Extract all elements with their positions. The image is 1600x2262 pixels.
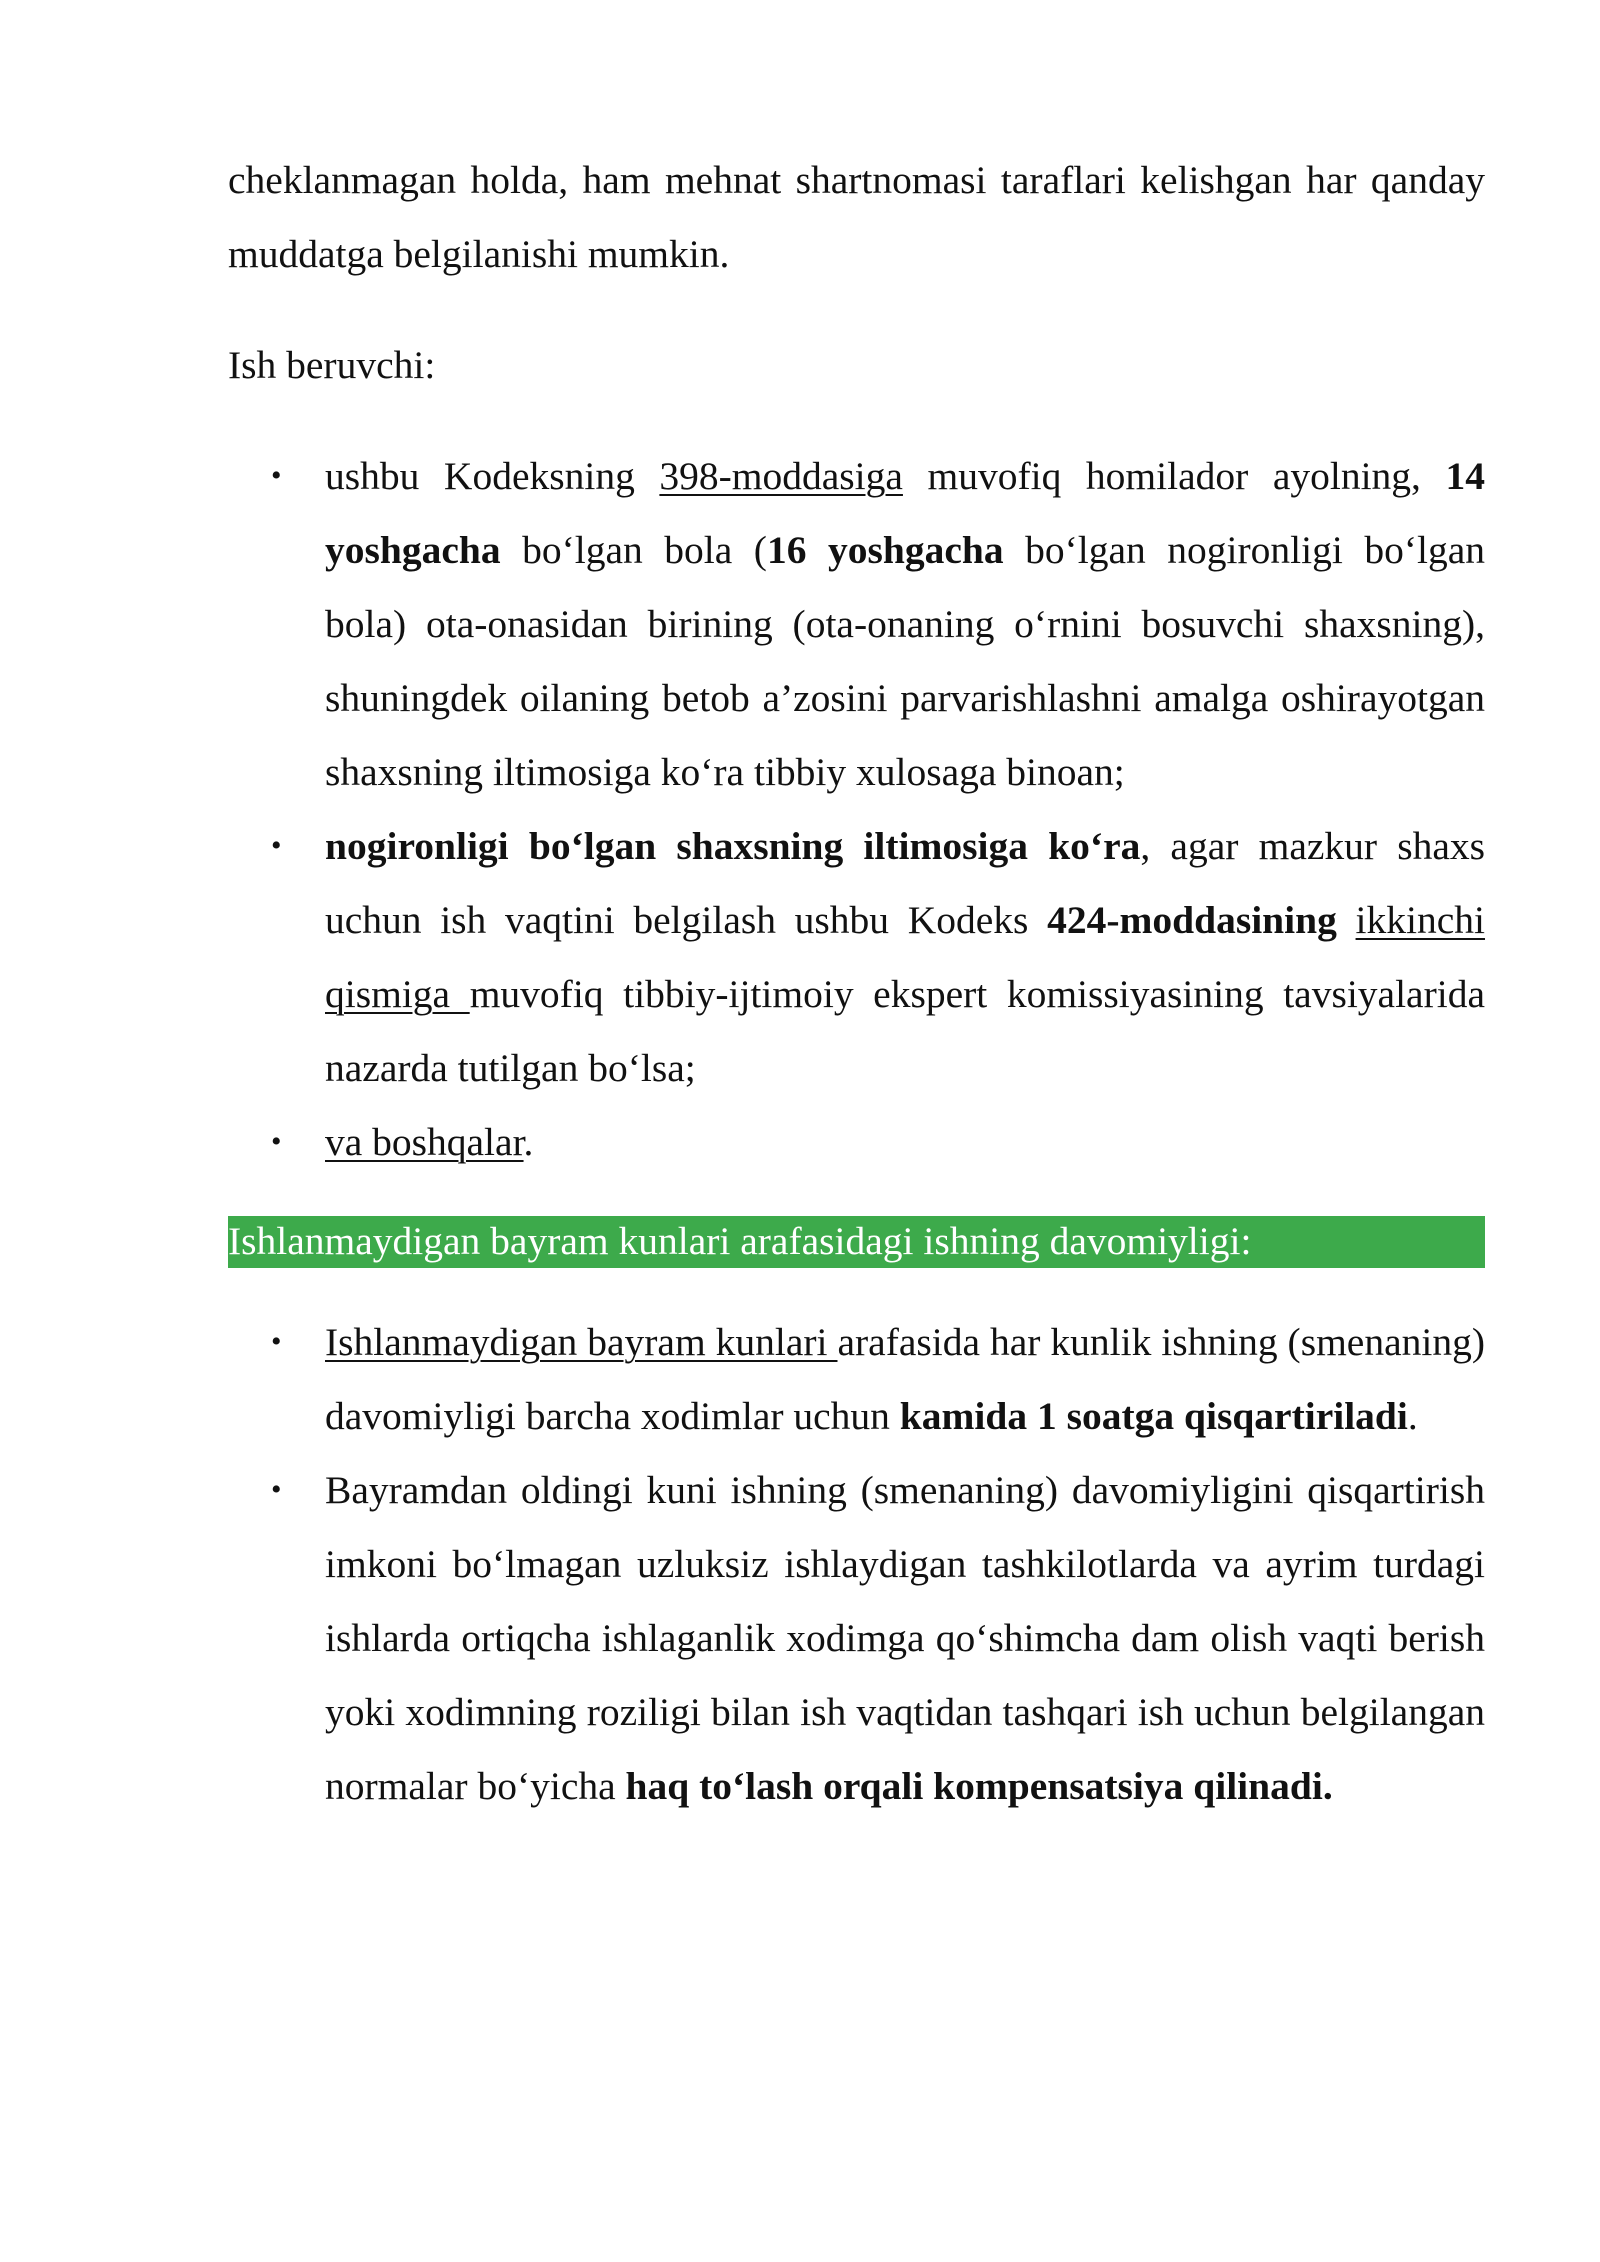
list-item — [228, 1453, 1485, 1823]
text-run: bo‘lgan bola ( — [500, 528, 767, 572]
text-run: muvofiq tibbiy-ijtimoiy ekspert komissiyasining tavsiyalarida nazarda tutilgan bo‘lsa; — [325, 972, 1485, 1090]
list-item — [228, 1105, 1485, 1179]
text-run: . — [1407, 1394, 1418, 1438]
list-item — [228, 809, 1485, 1105]
bullet-icon: • — [271, 1473, 282, 1506]
section-heading: Ishlanmaydigan bayram kunlari arafasidagi ishning davomiyligi: — [228, 1216, 1485, 1268]
bold-run: nogironligi bo‘lgan shaxsning iltimosiga ko‘ra — [325, 824, 1141, 868]
holiday-eve-list — [228, 1305, 1485, 1823]
text-run — [1337, 898, 1356, 942]
intro-paragraph: cheklanmagan holda, ham mehnat shartnomasi taraflari kelishgan har qanday muddatga belgilanishi mumkin. — [228, 158, 1485, 276]
text-run: muvofiq homilador ayolning, — [902, 454, 1446, 498]
bold-run: haq to‘lash orqali kompensatsiya qilinadi. — [625, 1764, 1333, 1808]
bold-run: 16 yoshgacha — [766, 528, 1004, 572]
bullet-icon: • — [271, 829, 282, 862]
list-item — [228, 439, 1485, 809]
bullet-icon: • — [271, 459, 282, 492]
second-part-link[interactable]: ikkinchi qismiga — [325, 898, 1486, 1016]
bold-run: kamida 1 soatga qisqartiriladi — [899, 1394, 1408, 1438]
bullet-icon: • — [271, 1125, 282, 1158]
text-run: Bayramdan oldingi kuni ishning (smenaning) davomiyligini qisqartirish imkoni bo‘lmagan uzluksiz ishlaydigan tashkilotlarda va ayrim turdagi ishlarda ortiqcha ishlaganlik xodimga qo‘shimcha dam olish vaqti berish yoki xodimning roziligi bilan ish vaqtidan tashqari ish uchun belgilangan normalar bo‘yicha — [325, 1468, 1485, 1808]
bold-run: 424-moddasining — [1047, 898, 1337, 942]
text-run: arafasida har kunlik ishning (smenaning) davomiyligi barcha xodimlar uchun — [325, 1320, 1486, 1438]
text-run: , agar mazkur shaxs uchun ish vaqtini belgilash ushbu Kodeks — [325, 824, 1486, 942]
employer-obligations-list — [228, 439, 1485, 1179]
spacer — [228, 1179, 1485, 1216]
text-run: bo‘lgan nogironligi bo‘lgan bola) ota-onasidan birining (ota-onaning o‘rnini bosuvchi shaxsning), shuningdek oilaning betob a’zosini parvarishlashni amalga oshirayotgan shaxsning iltimosiga ko‘ra tibbiy xulosaga binoan; — [325, 528, 1485, 794]
list-item — [228, 1305, 1485, 1453]
article-398-link[interactable]: 398-moddasiga — [659, 454, 903, 498]
document-body — [228, 143, 1485, 1823]
bullet-icon: • — [271, 1325, 282, 1358]
holidays-link[interactable]: Ishlanmaydigan bayram kunlari — [325, 1320, 838, 1364]
employer-label: Ish beruvchi: — [228, 343, 436, 387]
bold-run: 14 yoshgacha — [325, 454, 1485, 572]
text-run: . — [523, 1120, 534, 1164]
text-run: ushbu Kodeksning — [325, 454, 660, 498]
and-others-link[interactable]: va boshqalar — [325, 1120, 524, 1164]
